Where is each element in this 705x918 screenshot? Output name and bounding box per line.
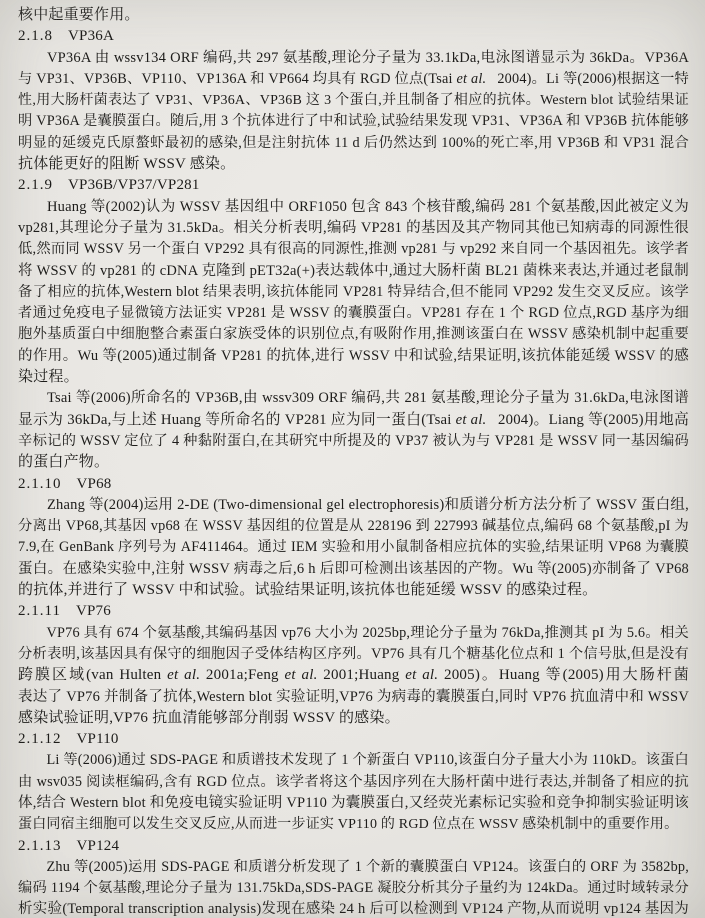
text-line: 7.9,在 GenBank 序列号为 AF411464。通过 IEM 实验和用小鼠制备相应抗体的实验,结果证明 VP68 为囊膜: [18, 539, 689, 556]
text-line: 显示为 36kDa,与上述 Huang 等所命名的 VP281 应为同一蛋白(Tsai et al. 2004)。Liang 等(2005)用地高: [18, 411, 689, 428]
text-line: 析实验(Temporal transcription analysis)发现在感染 24 h 后可以检测到 VP124 产物,从而说明 vp124 基因为: [18, 901, 689, 918]
section-number: 2.1.10: [18, 475, 62, 492]
text-line: 体,结合 Western blot 和免疫电镜实验证明 VP110 为囊膜蛋白,又经荧光素标记实验和竞争抑制实验证明该: [18, 794, 689, 811]
text-line: 核中起重要作用。: [18, 7, 140, 23]
text-line: 明显的延缓克氏原螯虾最初的感染,但是注射抗体 11 d 后仍然达到 100%的死亡率,用 VP36B 和 VP31 混合: [18, 134, 689, 151]
text-line: 蛋白。在感染实验中,注射 WSSV 病毒之后,6 h 后即可检测出该基因的产物。Wu 等(2005)亦制备了 VP68: [18, 560, 689, 577]
text-line: VP76 具有 674 个氨基酸,其编码基因 vp76 大小为 2025bp,理论分子量为 76kDa,推测其 pI 为 5.6。相关: [46, 624, 689, 641]
text-line: 胞外基质蛋白中细胞整合素蛋白家族受体的识别位点,有吸附作用,推测该蛋白在 WSSV 感染机制中起重要: [18, 326, 689, 343]
text-line: 分离出 VP68,其基因 vp68 在 WSSV 基因组的位置是从 228196 到 227993 碱基位点,编码 68 个氨基酸,pI 为: [18, 518, 689, 535]
text-line: 感染试验证明,VP76 抗血清能够部分削弱 WSSV 的感染。: [18, 709, 400, 726]
text-line: Tsai 等(2006)所命名的 VP36B,由 wssv309 ORF 编码,共 281 氨基酸,理论分子量为 31.6kDa,电泳图谱: [47, 390, 689, 407]
text-line: VP36A 由 wssv134 ORF 编码,共 297 氨基酸,理论分子量为 33.1kDa,电泳图谱显示为 36kDa。VP36A: [47, 49, 689, 66]
section-title: VP76: [75, 603, 111, 620]
section-number: 2.1.12: [18, 731, 62, 748]
section-title: VP36B/VP37/VP281: [68, 177, 200, 194]
section-title: VP110: [76, 731, 119, 748]
text-line: Zhu 等(2005)运用 SDS-PAGE 和质谱分析发现了 1 个新的囊膜蛋白 VP124。该蛋白的 ORF 为 3582bp,: [46, 858, 689, 875]
section-number: 2.1.9: [18, 177, 53, 194]
text-line: 辛标记的 WSSV 定位了 4 种黏附蛋白,在其研究中所提及的 VP37 被认为与 VP281 是 WSSV 同一基因编码: [18, 432, 689, 449]
section-title: VP68: [76, 475, 112, 492]
text-line: 备了相应的抗体,Western blot 结果表明,该抗体能同 VP281 特异结合,但不能同 VP292 发生交叉反应。该学: [18, 283, 689, 300]
text-line: Zhang 等(2004)运用 2-DE (Two-dimensional gel electrophoresis)和质谱分析方法分析了 WSSV 蛋白组,: [47, 496, 689, 513]
text-line: 跨膜区域(van Hulten et al. 2001a;Feng et al. 2001;Huang et al. 2005)。Huang 等(2005)用大肠杆菌: [18, 667, 689, 684]
text-line: 低,然而同 WSSV 另一个蛋白 VP292 具有很高的同源性,推测 vp281 与 vp292 来自同一个基因祖先。该学者: [18, 241, 689, 258]
section-heading: [18, 474, 689, 495]
text-line: 性,用大肠杆菌表达了 VP31、VP36A、VP36B 这 3 个蛋白,并且制备了相应的抗体。Western blot 试验结果证: [18, 93, 689, 109]
section-heading: [18, 175, 689, 196]
section-number: 2.1.13: [18, 837, 62, 854]
section-title: VP36A: [68, 28, 115, 45]
text-line: 的作用。Wu 等(2005)通过制备 VP281 的抗体,进行 WSSV 中和试验,结果证明,该抗体能延缓 WSSV 的感: [18, 347, 689, 364]
section-heading: [18, 836, 689, 857]
text-line: 的抗体,并进行了 WSSV 中和试验。试验结果证明,该抗体也能延缓 WSSV 的感染过程。: [18, 582, 598, 599]
text-line: Li 等(2006)通过 SDS-PAGE 和质谱技术发现了 1 个新蛋白 VP110,该蛋白分子量大小为 110kD。该蛋白: [46, 752, 689, 769]
text-line: 染过程。: [18, 369, 79, 386]
text-line: 由 wsv035 阅读框编码,含有 RGD 位点。该学者将这个基因序列在大肠杆菌中进行表达,并制备了相应的抗: [18, 773, 689, 790]
section-heading: [18, 729, 689, 750]
text-line: 编码 1194 个氨基酸,理论分子量为 131.75kDa,SDS-PAGE 凝胶分析其分子量约为 124kDa。通过时域转录分: [18, 880, 689, 897]
text-line: 者通过免疫电子显微镜方法证实 VP281 是 WSSV 的囊膜蛋白。VP281 存在 1 个 RGD 位点,RGD 基序为细: [18, 305, 689, 322]
text-line: 抗体能更好的阻断 WSSV 感染。: [18, 156, 236, 173]
text-line: 表达了 VP76 并制备了抗体,Western blot 实验证明,VP76 为病毒的囊膜蛋白,同时 VP76 抗血清中和 WSSV: [18, 688, 689, 705]
text-line: 分析表明,该基因具有保守的细胞因子受体结构区序列。VP76 具有几个糖基化位点和 1 个信号肽,但是没有: [18, 645, 689, 662]
section-title: VP124: [76, 837, 120, 854]
section-heading: [18, 26, 689, 47]
text-line: 将 WSSV 的 vp281 的 cDNA 克隆到 pET32a(+)表达载体中,通过大肠杆菌 BL21 菌株来表达,并通过老鼠制: [18, 262, 689, 279]
section-heading: [18, 601, 689, 622]
section-number: 2.1.11: [18, 603, 61, 620]
text-line: 与 VP31、VP36B、VP110、VP136A 和 VP664 均具有 RGD 位点(Tsai et al. 2004)。Li 等(2006)根据这一特: [18, 70, 689, 87]
text-line: Huang 等(2002)认为 WSSV 基因组中 ORF1050 包含 843 个核苷酸,编码 281 个氨基酸,因此被定义为: [47, 198, 689, 215]
text-line: 蛋白同宿主细胞可以发生交叉反应,从而进一步证实 VP110 的 RGD 位点在 WSSV 感染机制中的重要作用。: [18, 817, 679, 833]
page-text: [18, 5, 689, 918]
text-line: 的蛋白产物。: [18, 454, 110, 471]
section-number: 2.1.8: [18, 28, 53, 45]
text-line: 明 VP36A 是囊膜蛋白。随后,用 3 个抗体进行了中和试验,试验结果发现 VP31、VP36A 和 VP36B 抗体能够: [18, 113, 689, 130]
text-line: vp281,其理论分子量为 31.5kDa。相关分析表明,编码 VP281 的基因及其产物同其他已知病毒的同源性很: [18, 219, 689, 236]
